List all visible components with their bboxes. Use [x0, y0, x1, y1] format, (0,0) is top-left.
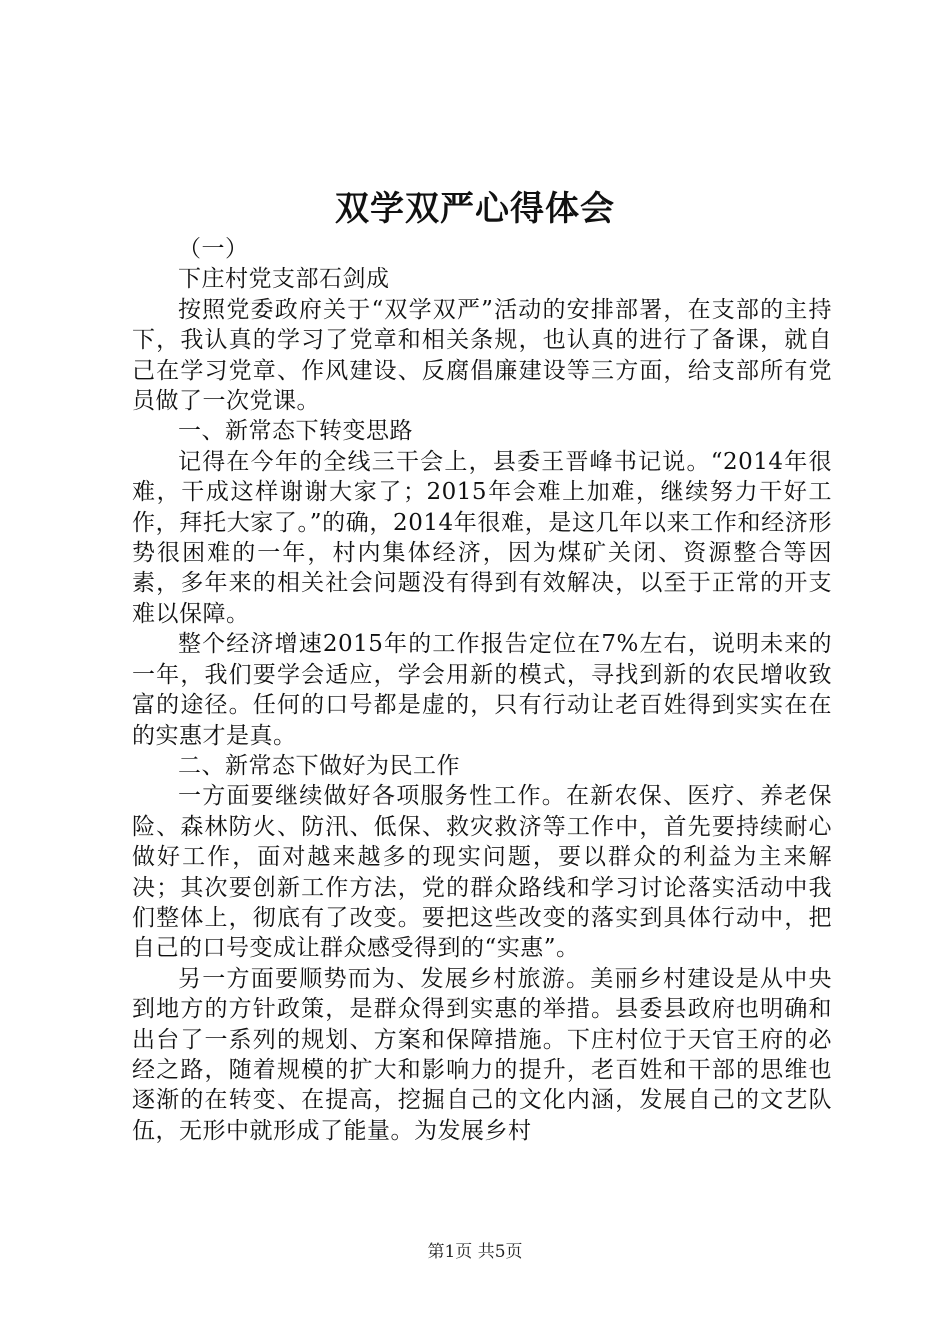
- paragraph: 一方面要继续做好各项服务性工作。在新农保、医疗、养老保险、森林防火、防汛、低保、救灾救济等工作中，首先要持续耐心做好工作，面对越来越多的现实问题，要以群众的利益为主来解决；其次要创新工作方法，党的群众路线和学习讨论落实活动中我们整体上，彻底有了改变。要把这些改变的落实到具体行动中，把自己的口号变成让群众感受得到的“实惠”。: [132, 783, 832, 962]
- paragraph: 按照党委政府关于“双学双严”活动的安排部署，在支部的主持下，我认真的学习了党章和相关条规，也认真的进行了备课，就自己在学习党章、作风建设、反腐倡廉建设等三方面，给支部所有党员做了一次党课。: [132, 296, 832, 415]
- page-total: 共5页: [477, 1242, 523, 1262]
- paragraph-subtitle: （一）: [178, 236, 249, 262]
- page-number: 第1页: [427, 1242, 473, 1262]
- paragraph: 记得在今年的全线三干会上，县委王晋峰书记说。“2014年很难，干成这样谢谢大家了；2015年会难上加难，继续努力干好工作，拜托大家了。”的确，2014年很难，是这几年以来工作和经济形势很困难的一年，村内集体经济，因为煤矿关闭、资源整合等因素，多年来的相关社会问题没有得到有效解决，以至于正常的开支难以保障。: [132, 448, 832, 627]
- paragraph: 整个经济增速2015年的工作报告定位在7%左右，说明未来的一年，我们要学会适应，学会用新的模式，寻找到新的农民增收致富的途径。任何的口号都是虚的，只有行动让老百姓得到实实在在的实惠才是真。: [132, 631, 832, 749]
- section-heading: 二、新常态下做好为民工作: [178, 752, 460, 779]
- paragraph-author: 下庄村党支部石剑成: [178, 266, 390, 293]
- document-title: 双学双严心得体会: [335, 189, 615, 229]
- section-heading: 一、新常态下转变思路: [178, 418, 413, 445]
- document-body: [132, 234, 832, 1146]
- paragraph: 另一方面要顺势而为、发展乡村旅游。美丽乡村建设是从中央到地方的方针政策，是群众得到实惠的举措。县委县政府也明确和出台了一系列的规划、方案和保障措施。下庄村位于天官王府的必经之路，随着规模的扩大和影响力的提升，老百姓和干部的思维也逐渐的在转变、在提高，挖掘自己的文化内涵，发展自己的文艺队伍，无形中就形成了能量。为发展乡村: [132, 965, 832, 1144]
- page-footer: [0, 1240, 950, 1264]
